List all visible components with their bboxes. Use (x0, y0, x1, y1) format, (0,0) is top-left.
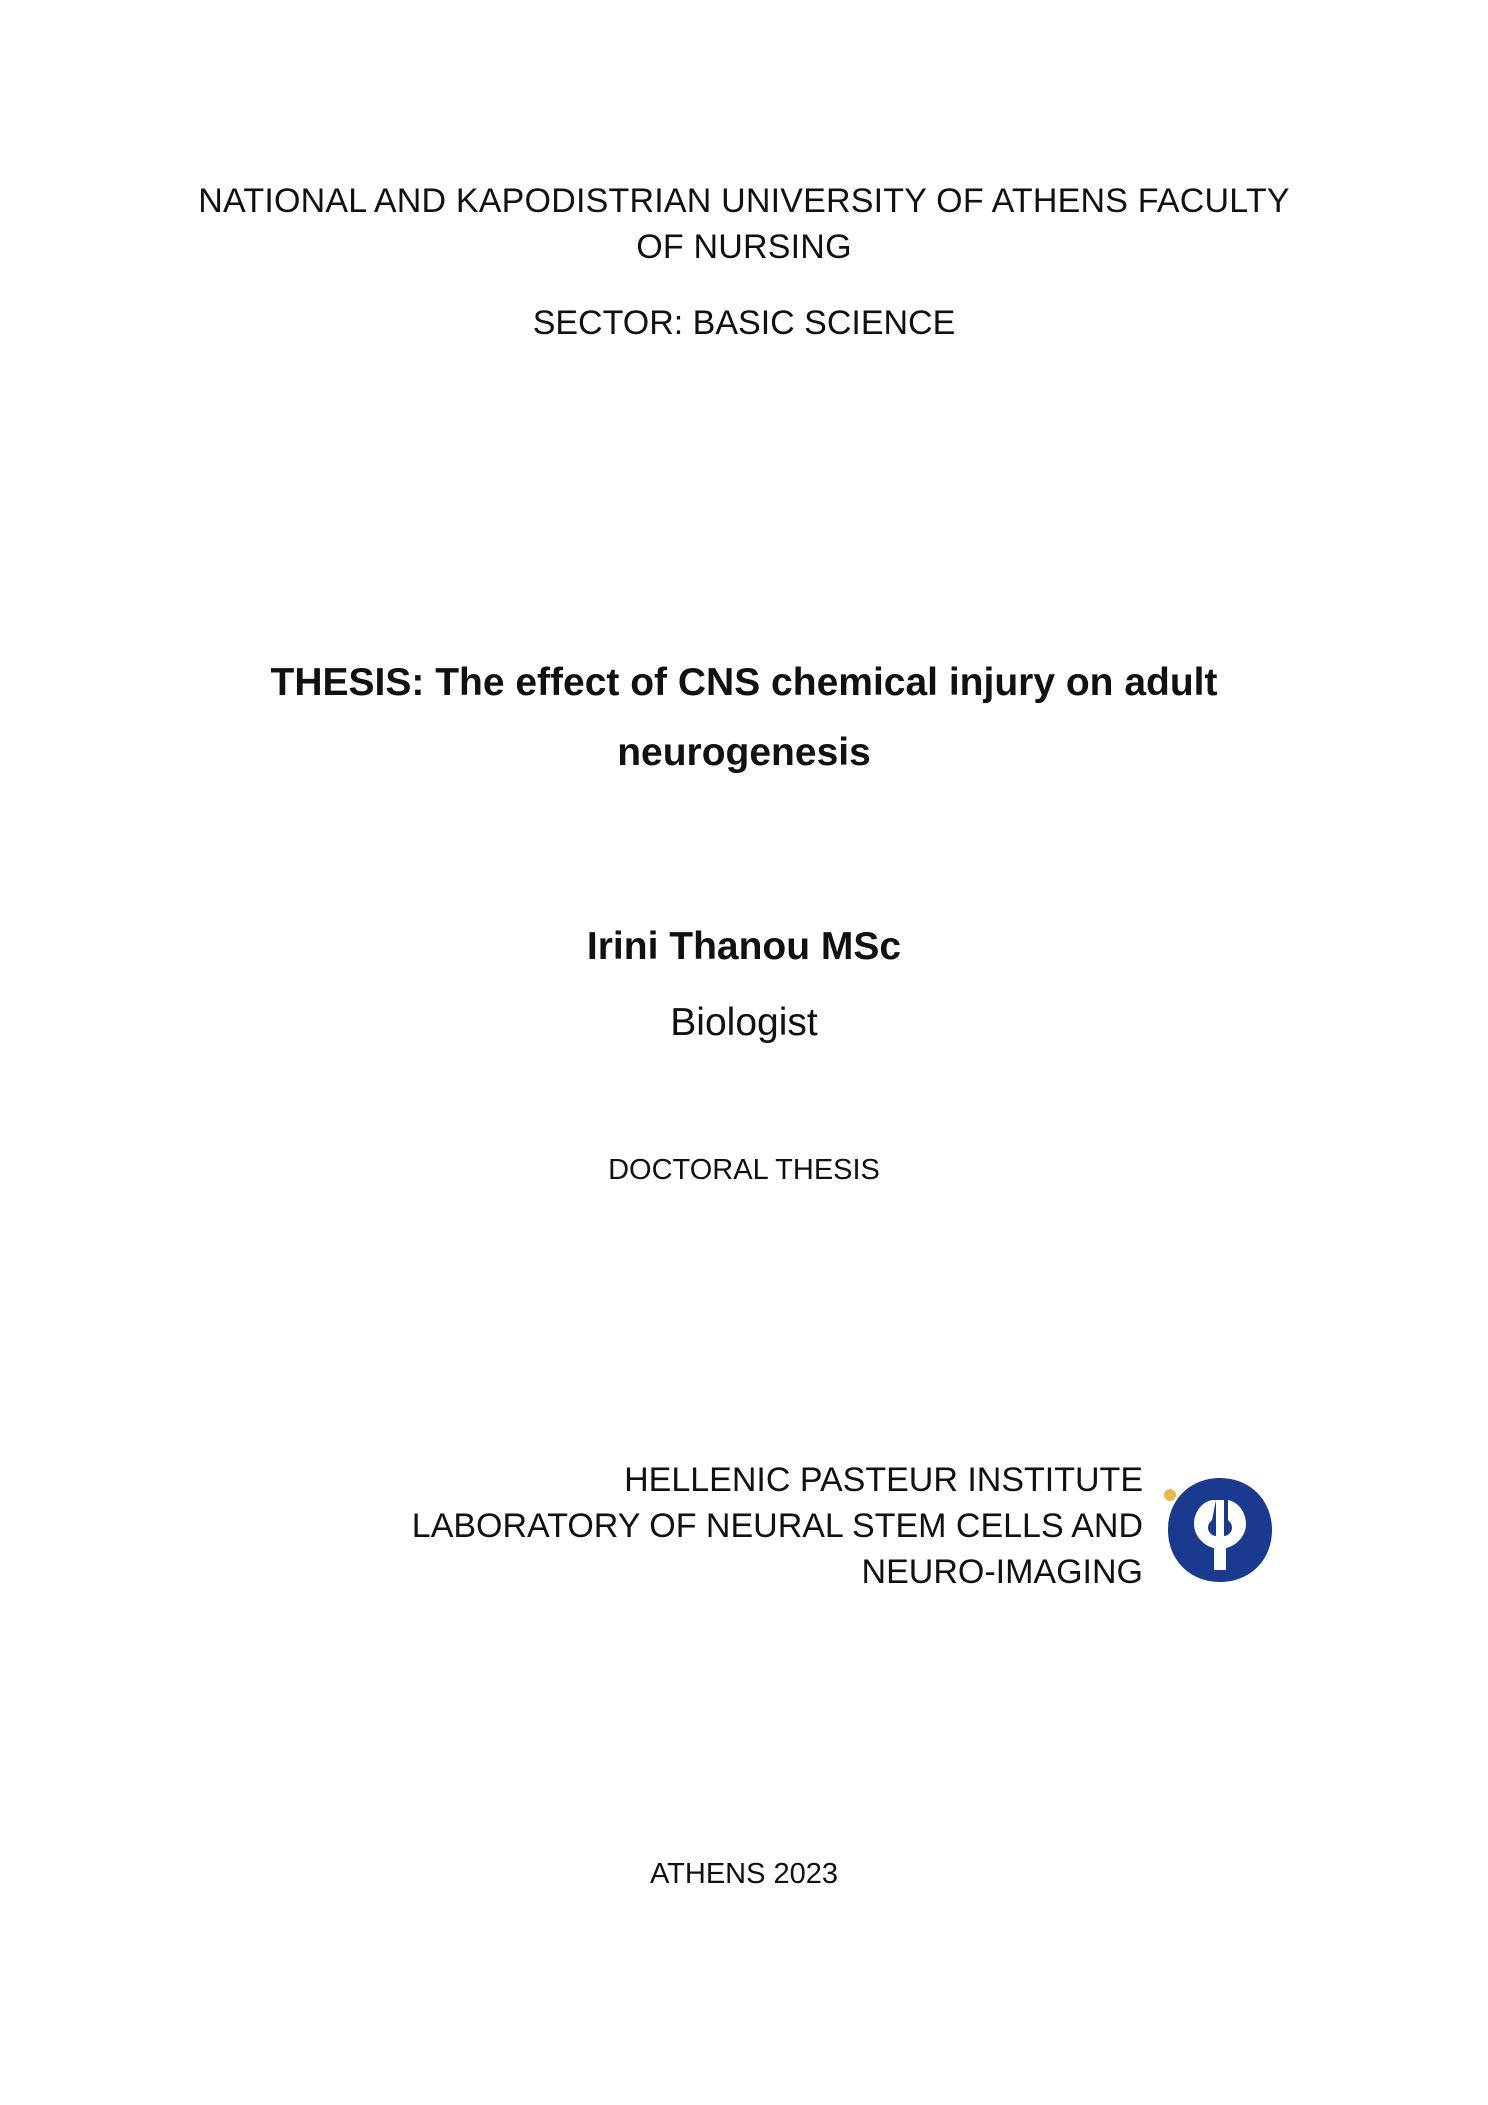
city-year: ATHENS 2023 (649, 1858, 839, 1890)
thesis-title (0, 648, 1488, 788)
author-role: Biologist (670, 1001, 818, 1044)
university-heading (0, 178, 1488, 270)
thesis-title-line-1: THESIS: The effect of CNS chemical injury on adult (270, 661, 1218, 704)
pasteur-institute-logo-icon (1160, 1470, 1280, 1590)
university-line-2: OF NURSING (636, 228, 852, 266)
institute-line-1: HELLENIC PASTEUR INSTITUTE (624, 1461, 1143, 1499)
author-name: Irini Thanou MSc (586, 925, 902, 968)
logo-body (1168, 1478, 1272, 1582)
thesis-title-line-2: neurogenesis (617, 731, 871, 774)
institute-block (412, 1457, 1143, 1595)
university-line-1: NATIONAL AND KAPODISTRIAN UNIVERSITY OF ATHENS FACULTY (198, 182, 1290, 220)
institute-line-2: LABORATORY OF NEURAL STEM CELLS AND (411, 1507, 1143, 1545)
sector-label: SECTOR: BASIC SCIENCE (532, 304, 956, 342)
degree-label: DOCTORAL THESIS (608, 1154, 880, 1186)
institute-line-3: NEURO-IMAGING (861, 1553, 1143, 1591)
logo-accent-dot (1164, 1489, 1176, 1501)
